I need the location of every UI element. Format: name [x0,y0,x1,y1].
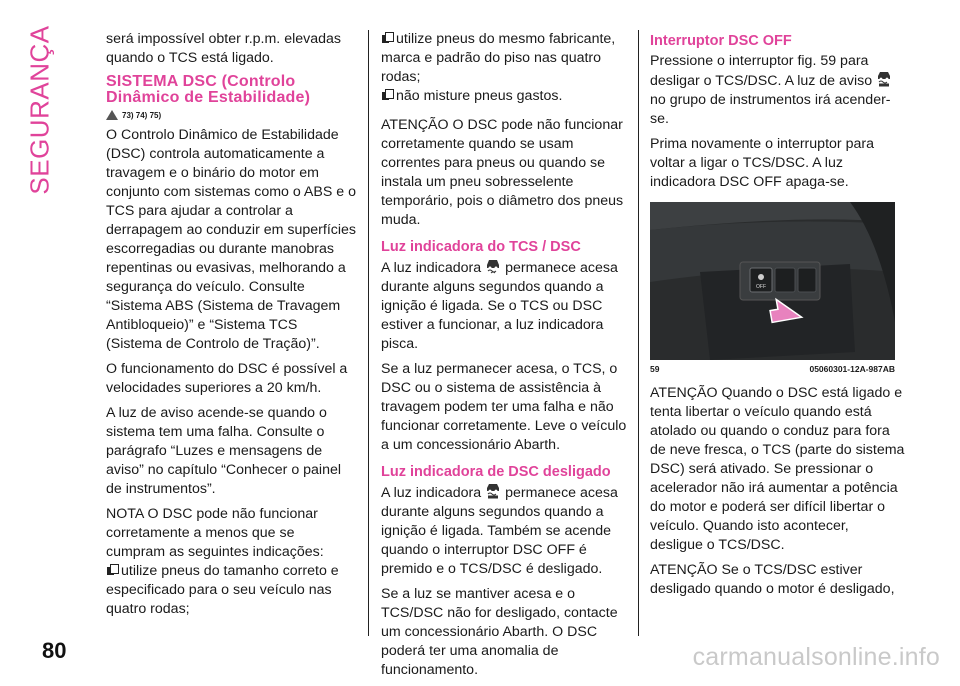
paragraph: O Controlo Dinâmico de Estabilidade (DSC) controla automaticamente a travagem e o binário do motor em conjunto com sistemas como o ABS e o TCS para ajudar a controlar a derrapagem ao conduzir em superfícies escorregadias ou durante manobras repentinas ou evasivas, melhorando a segurança do veículo. Consulte “Sistema ABS (Sistema de Travagem Antibloqueio)” e “Sistema TCS (Sistema de Controlo de Tração)”. [106,127,356,352]
attention-paragraph: ATENÇÃO Quando o DSC está ligado e tenta libertar o veículo quando está atolado ou quando o conduz para fora de neve fresca, o TCS (parte do sistema DSC) será ativado. Se pressionar o acelerador não irá aumentar a potência do motor e poderá ser difícil libertar o veículo. Quando isto acontecer, desligue o TCS/DSC. [650,385,905,553]
bullet-item: não misture pneus gastos. [381,87,629,106]
section-side-label: SEGURANÇA [24,25,55,195]
dsc-off-icon [486,483,500,499]
column-divider [368,30,369,636]
column-1 [106,30,356,625]
figure-number: 59 [650,364,660,374]
paragraph: Se a luz permanecer acesa, o TCS, o DSC ou o sistema de assistência à travagem podem ter uma falha e não funcionar corretamente. Leve o veículo a um concessionário Abarth. [381,361,627,453]
subheading: Luz indicadora do TCS / DSC [381,239,581,255]
dsc-off-icon [877,71,891,87]
figure-caption [650,364,895,374]
paragraph: A luz indicadora permanece acesa durante alguns segundos quando a ignição é ligada. Se o TCS ou DSC estiver a funcionar, a luz indicadora pisca. [381,260,618,352]
dashboard-switch-illustration [650,202,895,360]
attention-paragraph: ATENÇÃO Se o TCS/DSC estiver desligado quando o motor é desligado, [650,562,895,597]
column-3 [650,30,905,605]
bullet-item: utilize pneus do tamanho correto e especificado para o seu veículo nas quatro rodas; [106,563,339,617]
attention-paragraph: ATENÇÃO O DSC pode não funcionar corretamente quando se usam correntes para pneus ou quando se instala um pneu sobresselente temporário, pois o diâmetro dos pneus muda. [381,117,624,228]
column-2 [381,30,629,686]
bullet-icon [106,564,119,576]
bullet-item: utilize pneus do mesmo fabricante, marca e padrão do piso nas quatro rodas; [381,31,616,85]
figure-code: 05060301-12A-987AB [809,364,895,374]
paragraph: será impossível obter r.p.m. elevadas quando o TCS está ligado. [106,31,341,66]
warning-triangle-icon [106,110,118,120]
bullet-icon [381,32,394,44]
paragraph: O funcionamento do DSC é possível a velocidades superiores a 20 km/h. [106,361,348,396]
watermark-text: carmanualsonline.info [692,643,940,671]
figure-59-photo [650,202,895,360]
bullet-icon [381,89,394,101]
column-divider [638,30,639,636]
paragraph: A luz indicadora permanece acesa durante alguns segundos quando a ignição é ligada. Também se acende quando o interruptor DSC OFF é premido e o TCS/DSC é desligado. [381,485,618,577]
warning-references: 73) 74) 75) [106,110,356,120]
paragraph: Pressione o interruptor fig. 59 para desligar o TCS/DSC. A luz de aviso no grupo de instrumentos irá acender-se. [650,53,891,127]
paragraph: Se a luz se mantiver acesa e o TCS/DSC não for desligado, contacte um concessionário Abarth. O DSC poderá ter uma anomalia de funcionamento. [381,586,618,678]
subheading: Interruptor DSC OFF [650,33,792,49]
note-paragraph: NOTA O DSC pode não funcionar corretamente a menos que se cumpram as seguintes indicações: [106,506,324,560]
tcs-dsc-skid-icon [486,258,500,274]
section-title: SISTEMA DSC (Controlo Dinâmico de Estabilidade) [106,73,311,106]
paragraph: A luz de aviso acende-se quando o sistema tem uma falha. Consulte o parágrafo “Luzes e mensagens de aviso” no capítulo “Conhecer o painel de instrumentos”. [106,405,342,497]
page-number: 80 [42,638,67,663]
svg-text:OFF: OFF [756,284,766,290]
subheading: Luz indicadora de DSC desligado [381,464,611,480]
paragraph: Prima novamente o interruptor para voltar a ligar o TCS/DSC. A luz indicadora DSC OFF apaga-se. [650,136,874,190]
